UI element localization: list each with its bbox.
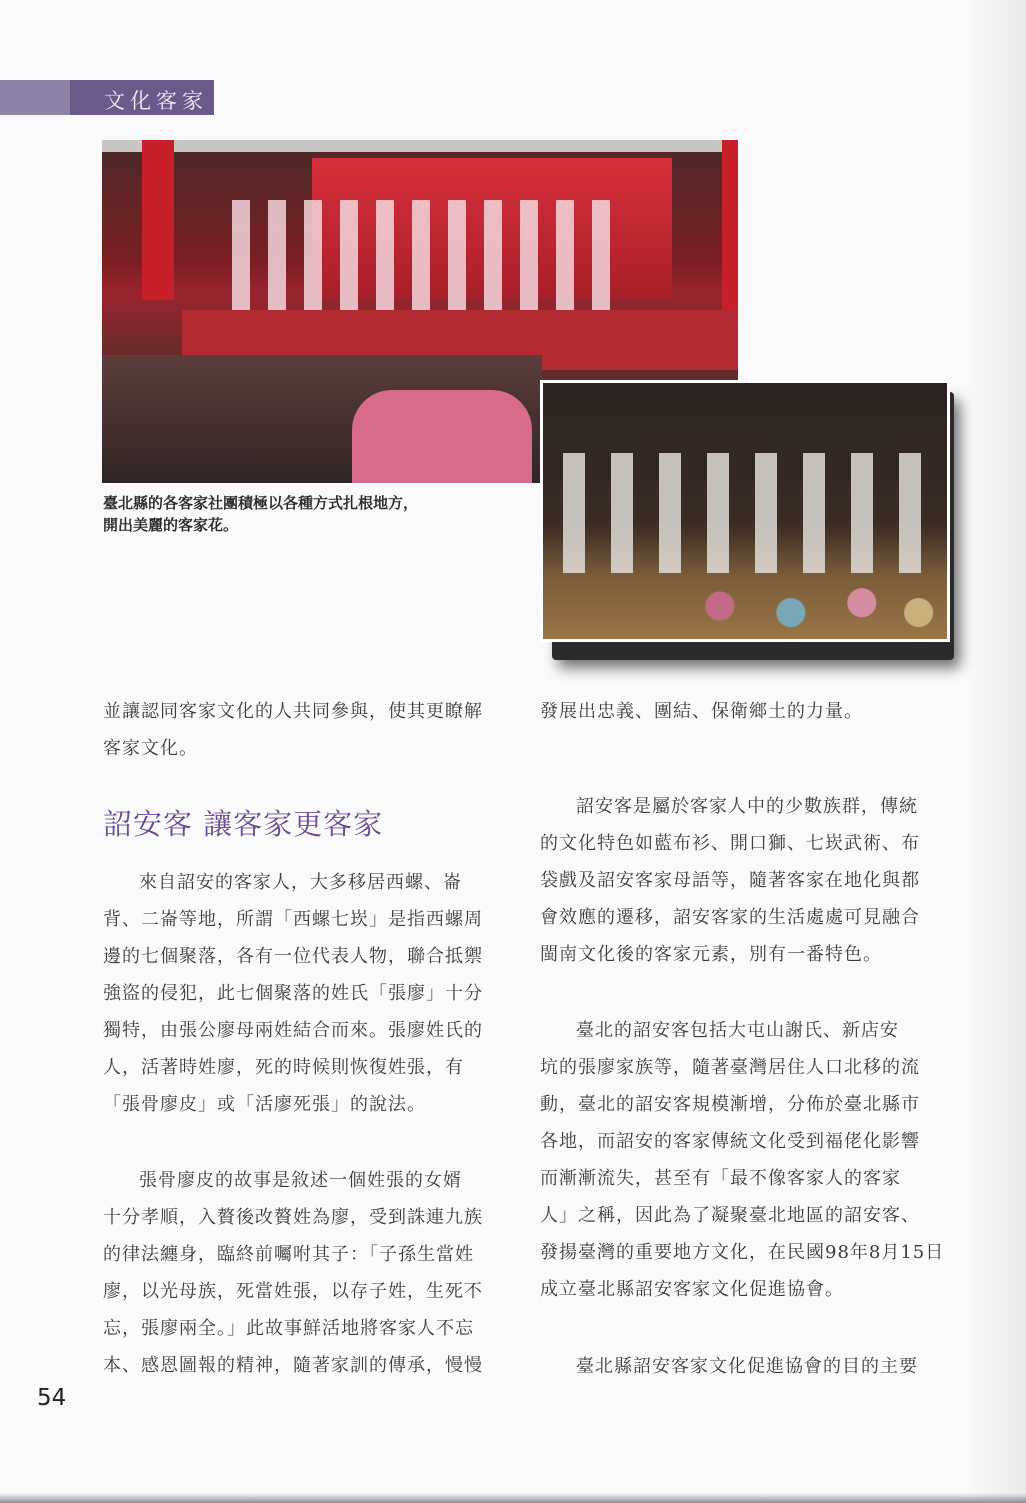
left-paragraph-1 [103,864,511,1123]
right-paragraph-1 [540,788,950,973]
paragraph-line: 成立臺北縣詔安客家文化促進協會。 [540,1279,844,1300]
photo-caption [103,492,523,536]
paragraph-line: 強盜的侵犯，此七個聚落的姓氏「張廖」十分 [103,983,483,1004]
text-line: 並讓認同客家文化的人共同參與，使其更瞭解 [103,701,483,722]
martial-arts-performers-image [563,453,923,573]
paragraph-line: 各地，而詔安的客家傳統文化受到福佬化影響 [540,1131,920,1152]
paragraph-line: 而漸漸流失，甚至有「最不像客家人的客家 [540,1168,901,1189]
paragraph-line: 人，活著時姓廖，死的時候則恢復姓張，有 [103,1057,464,1078]
dancers-image [232,200,622,310]
page-edge-shade [966,0,1026,1503]
red-scroll-right-image [722,140,738,310]
paragraph-line: 人」之稱，因此為了凝聚臺北地區的詔安客、 [540,1205,920,1226]
paragraph-line: 臺北縣詔安客家文化促進協會的目的主要 [576,1356,918,1377]
page-number: 54 [37,1385,67,1411]
paragraph-line: 獨特，由張公廖母兩姓結合而來。張廖姓氏的 [103,1020,483,1041]
paragraph-line: 背、二崙等地，所謂「西螺七崁」是指西螺周 [103,909,483,930]
audience-member-image [352,390,532,483]
left-paragraph-2 [103,1162,511,1384]
paragraph-line: 張骨廖皮的故事是敘述一個姓張的女婿 [139,1170,462,1191]
text-line: 發展出忠義、團結、保衛鄉土的力量。 [540,701,863,722]
paragraph-line: 廖，以光母族，死當姓張，以存子姓，生死不 [103,1281,483,1302]
page-bottom-edge [0,1493,1026,1503]
section-tab-label: 文化客家 [104,89,208,113]
paragraph-line: 邊的七個聚落，各有一位代表人物，聯合抵禦 [103,946,483,967]
paragraph-line: 「張骨廖皮」或「活廖死張」的說法。 [103,1094,426,1115]
right-paragraph-3 [540,1348,950,1385]
paragraph-line: 發揚臺灣的重要地方文化，在民國98年8月15日 [540,1242,945,1263]
paragraph-line: 來自詔安的客家人，大多移居西螺、崙 [139,872,462,893]
paragraph-line: 坑的張廖家族等，隨著臺灣居住人口北移的流 [540,1057,920,1078]
left-column-intro [103,693,511,767]
paragraph-line: 詔安客是屬於客家人中的少數族群，傳統 [576,796,918,817]
paragraph-line: 臺北的詔安客包括大屯山謝氏、新店安 [576,1020,899,1041]
section-heading: 詔安客 讓客家更客家 [103,807,384,841]
section-tab-accent [0,80,70,115]
paragraph-line: 十分孝順，入贅後改贅姓為廖，受到誅連九族 [103,1207,483,1228]
paragraph-line: 袋戲及詔安客家母語等，隨著客家在地化與都 [540,870,920,891]
paragraph-line: 閩南文化後的客家元素，別有一番特色。 [540,944,882,965]
balloons-image [663,573,947,639]
paragraph-line: 動，臺北的詔安客規模漸增，分佈於臺北縣市 [540,1094,920,1115]
paragraph-line: 的文化特色如藍布衫、開口獅、七崁武術、布 [540,833,920,854]
paragraph-line: 會效應的遷移，詔安客家的生活處處可見融合 [540,907,920,928]
paragraph-line: 的律法纏身，臨終前囑咐其子：「子孫生當姓 [103,1244,474,1265]
caption-line: 開出美麗的客家花。 [103,516,239,534]
text-line: 客家文化。 [103,738,198,759]
paragraph-line: 忘，張廖兩全。」此故事鮮活地將客家人不忘 [103,1318,474,1339]
paragraph-line: 本、感恩圖報的精神，隨著家訓的傳承，慢慢 [103,1355,483,1376]
red-scroll-left-image [142,140,174,300]
caption-line: 臺北縣的各客家社團積極以各種方式扎根地方， [103,494,419,512]
performance-photo-hall [540,380,950,642]
right-column-intro [540,693,950,730]
right-paragraph-2 [540,1012,950,1308]
